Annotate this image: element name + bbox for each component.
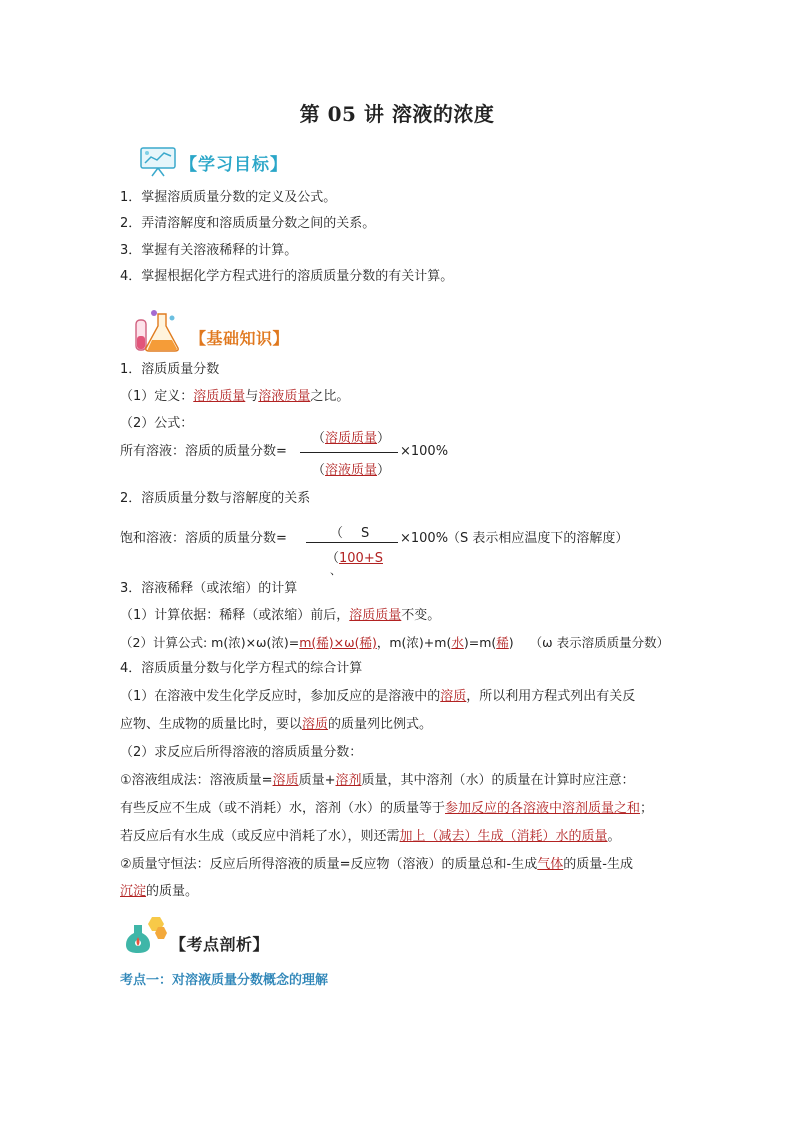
s2-title: 2．溶质质量分数与溶解度的关系 [120, 491, 311, 506]
s4-title: 4．溶质质量分数与化学方程式的综合计算 [120, 661, 363, 676]
paren: （ [330, 526, 344, 541]
m3-text2: 。 [607, 829, 621, 844]
p2-answer: 溶质 [302, 717, 329, 732]
p2-text2: 的质量列比例式。 [328, 717, 433, 732]
saturated-formula: 饱和溶液：溶质的质量分数= [120, 531, 287, 546]
p1-text: （1）在溶液中发生化学反应时，参加反应的是溶液中的 [120, 689, 441, 704]
s1-definition [120, 388, 349, 406]
formula-answer-thin: 稀 [496, 635, 509, 650]
numerator-answer: 溶质质量 [325, 431, 378, 446]
def-mid: 与 [245, 389, 259, 404]
formula-answer-dilute: m(稀)×ω(稀) [299, 635, 377, 650]
basis-suffix: 不变。 [401, 608, 441, 623]
times-100-1: ×100% [400, 444, 449, 459]
denominator-100s: 100+S [339, 551, 383, 566]
m3-answer: 加上（减去）生成（消耗）水的质量 [399, 829, 608, 844]
m1-text2: 质量+ [298, 773, 336, 788]
formula-label: （2）公式： [120, 416, 194, 431]
goal-item: 2．弄清溶解度和溶质质量分数之间的关系。 [120, 216, 376, 231]
paren: （ [312, 463, 326, 478]
all-solution-formula: 所有溶液：溶质的质量分数= [120, 444, 287, 459]
m1-answer-solvent: 溶剂 [335, 773, 362, 788]
fraction1-denominator [312, 462, 390, 480]
m2-answer: 参加反应的各溶液中溶剂质量之和 [445, 801, 641, 816]
goals-heading: 【学习目标】 [180, 155, 288, 175]
def-suffix: 之比。 [310, 389, 350, 404]
beaker-hexagon-icon [122, 915, 168, 955]
m1-text3: 质量，其中溶剂（水）的质量在计算时应注意： [361, 773, 635, 788]
basis-answer: 溶质质量 [349, 608, 402, 623]
n1-answer-gas: 气体 [537, 857, 564, 872]
s4-m2 [120, 800, 653, 818]
paren: （ [312, 431, 326, 446]
formula-answer-water: 水 [451, 635, 464, 650]
def-answer-solute: 溶质质量 [193, 389, 246, 404]
s4-p3: （2）求反应后所得溶液的溶质质量分数： [120, 745, 363, 760]
p1-text2: ，所以利用方程式列出有关反 [466, 689, 636, 704]
s3-title: 3．溶液稀释（或浓缩）的计算 [120, 581, 298, 596]
m1-answer-solute: 溶质 [272, 773, 299, 788]
def-answer-solution: 溶液质量 [258, 389, 311, 404]
s4-m3 [120, 828, 621, 846]
n1-text2: 的质量-生成 [563, 857, 633, 872]
m3-text: 若反应后有水生成（或反应中消耗了水），则还需 [120, 829, 400, 844]
s4-p2 [120, 716, 432, 734]
s4-m1 [120, 772, 635, 790]
paren: （ [326, 551, 340, 566]
m2-text2: ； [640, 801, 654, 816]
n2-text: 的质量。 [146, 884, 199, 899]
s3-basis [120, 607, 440, 625]
m1-text: ①溶液组成法：溶液质量= [120, 773, 273, 788]
s4-n2 [120, 883, 198, 901]
def-prefix: （1）定义： [120, 389, 194, 404]
goal-item: 4．掌握根据化学方程式进行的溶质质量分数的有关计算。 [120, 269, 454, 284]
times-100-2: ×100% [400, 531, 449, 546]
p2-text: 应物、生成物的质量比时，要以 [120, 717, 303, 732]
solubility-note: （S 表示相应温度下的溶解度） [447, 531, 629, 546]
formula-mid2: )=m( [463, 635, 497, 650]
paren: ） [377, 431, 391, 446]
m2-text: 有些反应不生成（或不消耗）水，溶剂（水）的质量等于 [120, 801, 446, 816]
fraction2-numerator [330, 525, 369, 543]
presentation-board-icon [138, 146, 178, 178]
page-title: 第 05 讲 溶液的浓度 [299, 102, 495, 126]
p1-answer: 溶质 [440, 689, 467, 704]
goal-item: 3．掌握有关溶液稀释的计算。 [120, 243, 298, 258]
numerator-s: S [361, 526, 370, 541]
s4-n1 [120, 856, 633, 874]
paren: ） [377, 463, 391, 478]
fraction1-numerator [312, 430, 390, 448]
analysis-heading: 【考点剖析】 [170, 935, 270, 954]
flask-icon [130, 308, 186, 354]
formula-mid: ，m(浓)+m( [376, 635, 452, 650]
s1-title: 1．溶质质量分数 [120, 362, 220, 377]
formula-prefix: （2）计算公式: m(浓)×ω(浓)= [120, 635, 300, 650]
basis-prefix: （1）计算依据：稀释（或浓缩）前后， [120, 608, 350, 623]
denominator-answer: 溶液质量 [325, 463, 378, 478]
denominator-mark: 、 [330, 564, 341, 577]
goal-item: 1．掌握溶质质量分数的定义及公式。 [120, 190, 337, 205]
formula-note: （ω 表示溶质质量分数） [529, 635, 670, 650]
s4-p1 [120, 688, 635, 706]
n1-text: ②质量守恒法：反应后所得溶液的质量=反应物（溶液）的质量总和-生成 [120, 857, 538, 872]
exam-point-1: 考点一：对溶液质量分数概念的理解 [120, 973, 329, 988]
n2-answer-precipitate: 沉淀 [120, 884, 147, 899]
fraction1-bar [300, 452, 398, 453]
basics-heading: 【基础知识】 [190, 329, 290, 348]
s3-formula [120, 634, 669, 652]
fraction2-bar [306, 542, 398, 543]
formula-end: ) [508, 635, 514, 650]
